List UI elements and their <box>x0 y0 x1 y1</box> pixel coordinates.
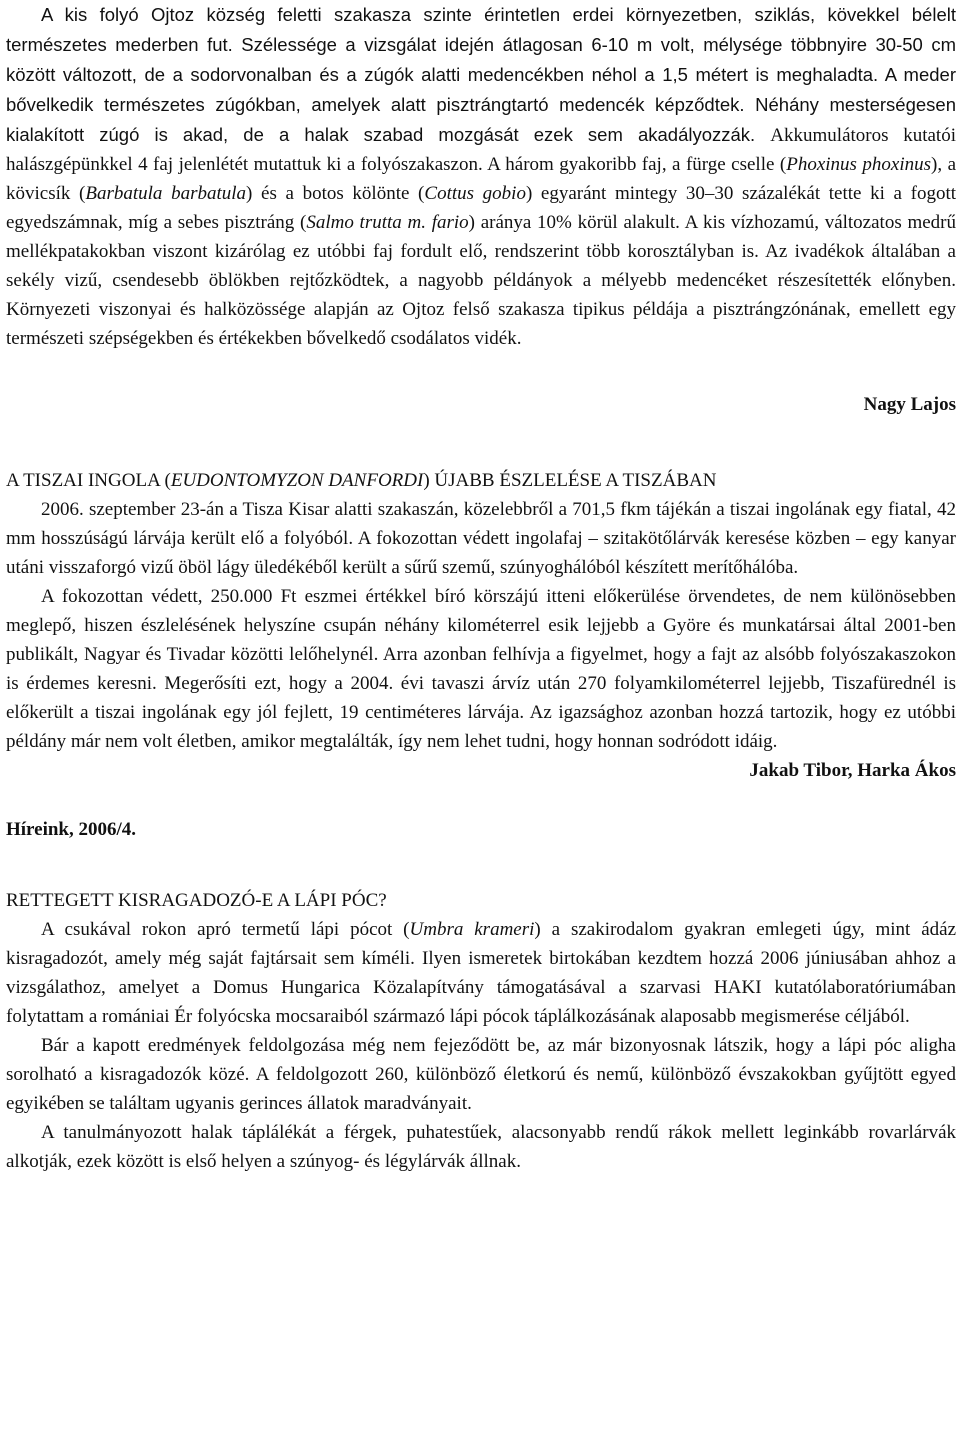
document-page <box>6 0 956 1176</box>
article-ojtoz-text-part3: ), a kövicsík ( <box>6 154 956 204</box>
article-poc-title: RETTEGETT KISRAGADOZÓ-E A LÁPI PÓC? <box>6 890 387 911</box>
title-part: A TISZAI INGOLA ( <box>6 470 171 491</box>
title-species: EUDONTOMYZON DANFORDI <box>170 470 424 491</box>
title-part: ) ÚJABB ÉSZLELÉSE A TISZÁBAN <box>423 470 717 491</box>
article-ojtoz-text-part2: Akkumulátoros kutatói halászgépünkkel 4 faj jelenlétét mutattuk ki a folyószakaszon. A három gyakoribb faj, a fürge cselle ( <box>6 125 956 175</box>
article-ojtoz-text-part4: ) és a botos kölönte ( <box>246 183 425 204</box>
article-ingola-title-line <box>6 466 716 495</box>
article-ojtoz-body <box>6 0 956 353</box>
article-ingola-paragraph-2: A fokozottan védett, 250.000 Ft eszmei értékkel bíró körszájú itteni előkerülése örvendetes, de nem különösebben meglepő, hiszen észlelésének helyszíne csupán néhány kilométerrel esik lejjebb a Györe és munkatársai által 2001-ben publikált, Nagyar és Tivadar közötti lelőhelynél. Arra azonban felhívja a figyelmet, hogy a fajt az alsóbb folyószakaszokon is érdemes keresni. Megerősíti ezt, hogy a 2004. évi tavaszi árvíz után 270 folyamkilométerrel lejjebb, Tiszafürednél is előkerült a tiszai ingolának egy jól fejlett, 19 centiméteres lárvája. Az igazsághoz azonban hozzá tartozik, hogy ez utóbbi példány már nem volt életben, amikor megtalálták, így nem lehet tudni, hogy honnan sodródott idáig. <box>6 586 956 752</box>
article-ojtoz-author: Nagy Lajos <box>863 394 956 415</box>
species-name: Barbatula barbatula <box>85 183 247 204</box>
paragraph-text: A csukával rokon apró termetű lápi pócot ( <box>41 919 410 940</box>
species-name: Phoxinus phoxinus <box>786 154 932 175</box>
article-ojtoz-text-part5: ) egyaránt mintegy 30–30 százalékát tette ki a fogott egyedszámnak, míg a sebes pisztráng ( <box>6 183 957 233</box>
species-name: Umbra krameri <box>409 919 535 940</box>
article-ingola-paragraph-1: 2006. szeptember 23-án a Tisza Kisar alatti szakaszán, közelebbről a 701,5 fkm tájékán a tiszai ingolának egy fiatal, 42 mm hosszúságú lárvája került elő a folyóból. A fokozottan védett ingolafaj – szitakötőlárvák keresése közben – egy kanyar utáni visszaforgó vizű öböl lágy üledékéből került a sűrű szemű, szúnyoghálóból készített merítőhálóba. <box>6 499 956 578</box>
species-name: Cottus gobio <box>424 183 526 204</box>
paragraph-text: ) a szakirodalom gyakran emlegeti úgy, mint ádáz kisragadozót, amely még saját fajtársait sem kíméli. Ilyen ismeretek birtokában kezdtem hozzá 2006 júniusában ahhoz a vizsgálathoz, amelyet a Domus Hungarica Közalapítvány támogatásával a szarvasi HAKI kutatólaboratóriumában folytattam a romániai Ér folyócska mocsaraiból származó lápi pócok táplálkozásának alaposabb megismerése céljából. <box>6 919 956 1027</box>
article-ojtoz-text-part6: ) aránya 10% körül alakult. A kis vízhozamú, változatos medrű mellékpatakokban viszont kizárólag ez utóbbi faj fordult elő, rendszerint több korosztályban is. Az ivadékok általában a sekély vizű, csendesebb öblökben rejtőzködtek, a nagyobb példányok a mélyebb medencéket részesítették előnyben. Környezeti viszonyai és halközössége alapján az Ojtoz felső szakasza tipikus példája a pisztrángzónának, emellett egy természeti szépségekben és értékekben bővelkedő csodálatos vidék. <box>6 212 956 349</box>
article-ojtoz-text-part1: A kis folyó Ojtoz község feletti szakasza szinte érintetlen erdei környezetben, sziklás, kövekkel bélelt természetes mederben fut. Szélessége a vizsgálat idején átlagosan 6-10 m volt, mélysége többnyire 30-50 cm között változott, de a sodorvonalban és a zúgók alatti medencékben néhol a 1,5 métert is meghaladta. A meder bővelkedik természetes zúgókban, amelyek alatt pisztrángtartó medencék képződtek. Néhány mesterségesen kialakított zúgó is akad, de a halak szabad mozgását ezek sem akadályozzák. <box>6 4 956 145</box>
article-poc-paragraph-1 <box>6 915 956 1031</box>
section-label: Híreink, 2006/4. <box>6 819 137 840</box>
article-poc-paragraph-2: Bár a kapott eredmények feldolgozása még nem fejeződött be, az már bizonyosnak látszik, hogy a lápi póc aligha sorolható a kisragadozók közé. A feldolgozott 260, különböző életkorú és nemű, különböző évszakokban gyűjtött egyed egyikében se találtam ugyanis gerinces állatok maradványait. <box>6 1035 956 1114</box>
article-ingola-authors: Jakab Tibor, Harka Ákos <box>749 760 956 781</box>
article-ingola-title <box>6 466 956 495</box>
article-poc-paragraph-3: A tanulmányozott halak táplálékát a férgek, puhatestűek, alacsonyabb rendű rákok mellett leginkább rovarlárvák alkotják, ezek között is első helyen a szúnyog- és légylárvák állnak. <box>6 1122 956 1172</box>
species-name: Salmo trutta m. fario <box>306 212 469 233</box>
